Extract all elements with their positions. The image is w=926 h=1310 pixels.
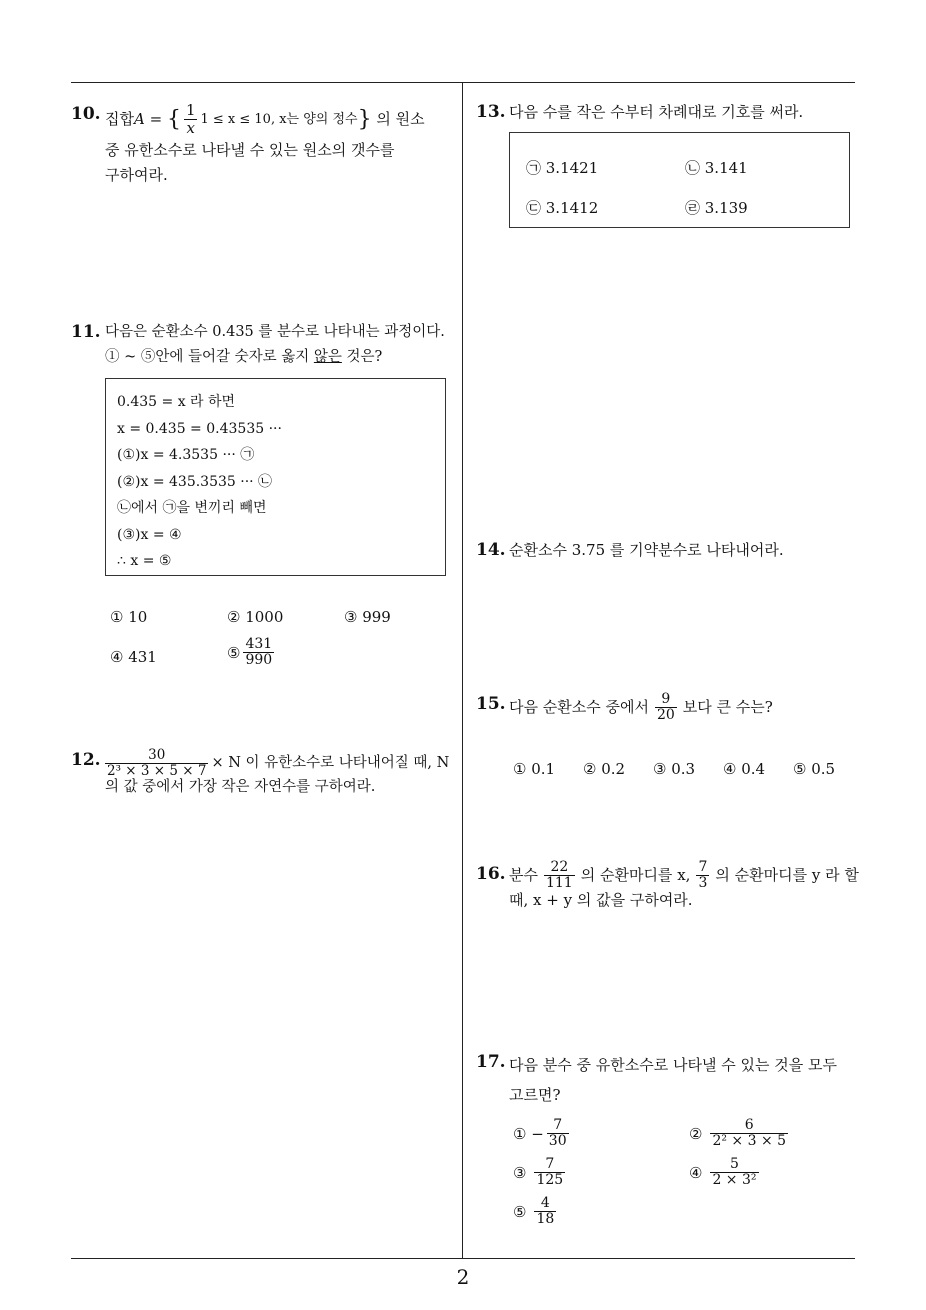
text-segment: 집합 — [105, 109, 134, 128]
fraction: $\frac{1}{x}$ — [185, 101, 196, 137]
option-label: ④ — [689, 1163, 703, 1182]
text-segment: 보다 큰 수는? — [682, 698, 773, 717]
item-a: ㉠ 3.1421 — [526, 159, 599, 177]
fraction: $\frac{431}{990}$ — [245, 636, 273, 669]
set-condition: 1 ≤ x ≤ 10, x는 양의 정수 — [200, 111, 358, 127]
question-number: 14. — [476, 540, 506, 560]
question-text — [509, 860, 859, 913]
question-text — [509, 692, 854, 724]
fraction: $\frac{7}{125}$ — [536, 1156, 564, 1189]
box-line: x = 0.435 = 0.43535 ··· — [117, 420, 282, 437]
question-number: 16. — [476, 864, 506, 884]
q15-option-5[interactable]: ⑤ 0.5 — [793, 760, 836, 778]
question-number: 10. — [71, 104, 101, 124]
solution-box — [105, 378, 446, 576]
option-label: ② — [689, 1124, 703, 1143]
option-label: ⑤ — [513, 1202, 527, 1221]
fraction: $\frac{7}{3}$ — [698, 859, 708, 892]
question-number: 11. — [71, 322, 101, 342]
fraction: $\frac{9}{20}$ — [656, 691, 675, 724]
top-rule — [71, 82, 855, 83]
question-number: 17. — [476, 1052, 506, 1072]
numbers-box — [509, 132, 850, 228]
q17-option-5[interactable] — [513, 1196, 559, 1228]
line-3: 구하여라. — [105, 166, 168, 184]
question-number: 12. — [71, 750, 101, 770]
q11-option-2[interactable]: ② 1000 — [227, 608, 284, 626]
option-label: ① − — [513, 1124, 544, 1143]
fraction: $\frac{7}{30}$ — [548, 1117, 567, 1150]
line-2: 의 값 중에서 가장 작은 자연수를 구하여라. — [105, 778, 376, 795]
line-1: 다음 분수 중 유한소수로 나타낼 수 있는 것을 모두 — [509, 1056, 837, 1074]
fraction: $\frac{30}{\text{2³ × 3 × 5 × 7}}$ — [107, 747, 207, 779]
q15-option-2[interactable]: ② 0.2 — [583, 760, 626, 778]
line-2 — [105, 345, 457, 370]
bottom-rule — [71, 1258, 855, 1259]
question-number: 15. — [476, 694, 506, 714]
column-divider — [462, 82, 463, 1258]
q11-option-1[interactable]: ① 10 — [110, 608, 148, 626]
text-segment: 의 순환마디를 x, — [580, 866, 691, 885]
question-text — [509, 1050, 854, 1110]
line-2: 고르면? — [509, 1086, 561, 1104]
text-segment: 분수 — [509, 866, 538, 885]
box-line: (②)x = 435.3535 ··· ㉡ — [117, 473, 273, 490]
fraction: $\frac{22}{111}$ — [545, 859, 573, 892]
q11-option-5[interactable] — [227, 637, 277, 669]
q15-option-4[interactable]: ④ 0.4 — [723, 760, 766, 778]
line-2: 중 유한소수로 나타낼 수 있는 원소의 갯수를 — [105, 141, 395, 159]
line-1: 다음은 순환소수 0.435 를 분수로 나타내는 과정이다. — [105, 324, 445, 340]
text-segment: 의 원소 — [376, 109, 425, 128]
q15-option-1[interactable]: ① 0.1 — [513, 760, 556, 778]
q17-option-2[interactable] — [689, 1118, 791, 1150]
box-line: (①)x = 4.3535 ··· ㉠ — [117, 447, 255, 463]
option-label: ⑤ — [227, 643, 241, 662]
q17-option-3[interactable] — [513, 1157, 568, 1189]
q15-option-3[interactable]: ③ 0.3 — [653, 760, 696, 778]
question-text: 다음 수를 작은 수부터 차례대로 기호를 써라. — [509, 103, 804, 121]
question-text: 순환소수 3.75 를 기약분수로 나타내어라. — [509, 541, 784, 559]
question-number: 13. — [476, 102, 506, 122]
text-segment: × N 이 유한소수로 나타내어질 때, N — [211, 754, 450, 771]
text-segment: 것은? — [341, 349, 383, 365]
question-text — [105, 100, 455, 188]
box-line: ∴ x = ⑤ — [117, 553, 172, 569]
text-segment: 다음 순환소수 중에서 — [509, 698, 649, 717]
q11-option-4[interactable]: ④ 431 — [110, 648, 157, 666]
text-segment: ① ~ ⑤안에 들어갈 숫자로 옳지 — [105, 349, 314, 365]
box-line: (③)x = ④ — [117, 526, 182, 543]
question-text — [105, 320, 457, 370]
fraction: $\frac{4}{18}$ — [536, 1195, 555, 1228]
q11-option-3[interactable]: ③ 999 — [344, 608, 391, 626]
q17-option-4[interactable] — [689, 1157, 762, 1189]
text-segment: 의 순환마디를 y 라 할 — [715, 866, 859, 885]
line-1: 집합 A = { $\frac{1}{x}$ 1 ≤ x ≤ 10, x는 양의 정수 } 의 원소 — [105, 101, 425, 137]
line-2: 때, x + y 의 값을 구하여라. — [509, 890, 693, 909]
item-d: ㉣ 3.139 — [685, 199, 748, 217]
fraction: $\frac{6}{\text{2² × 3 × 5}}$ — [712, 1117, 787, 1150]
fraction: $\frac{5}{\text{2 × 3²}}$ — [712, 1156, 757, 1189]
q17-option-1[interactable] — [513, 1118, 572, 1150]
box-line: ㉡에서 ㉠을 변끼리 빼면 — [117, 500, 267, 516]
page-number: 2 — [456, 1265, 470, 1289]
option-label: ③ — [513, 1163, 527, 1182]
underlined-word: 않은 — [313, 349, 342, 365]
item-c: ㉢ 3.1412 — [526, 199, 599, 217]
box-line: 0.435 = x 라 하면 — [117, 394, 236, 410]
item-b: ㉡ 3.141 — [685, 159, 748, 177]
